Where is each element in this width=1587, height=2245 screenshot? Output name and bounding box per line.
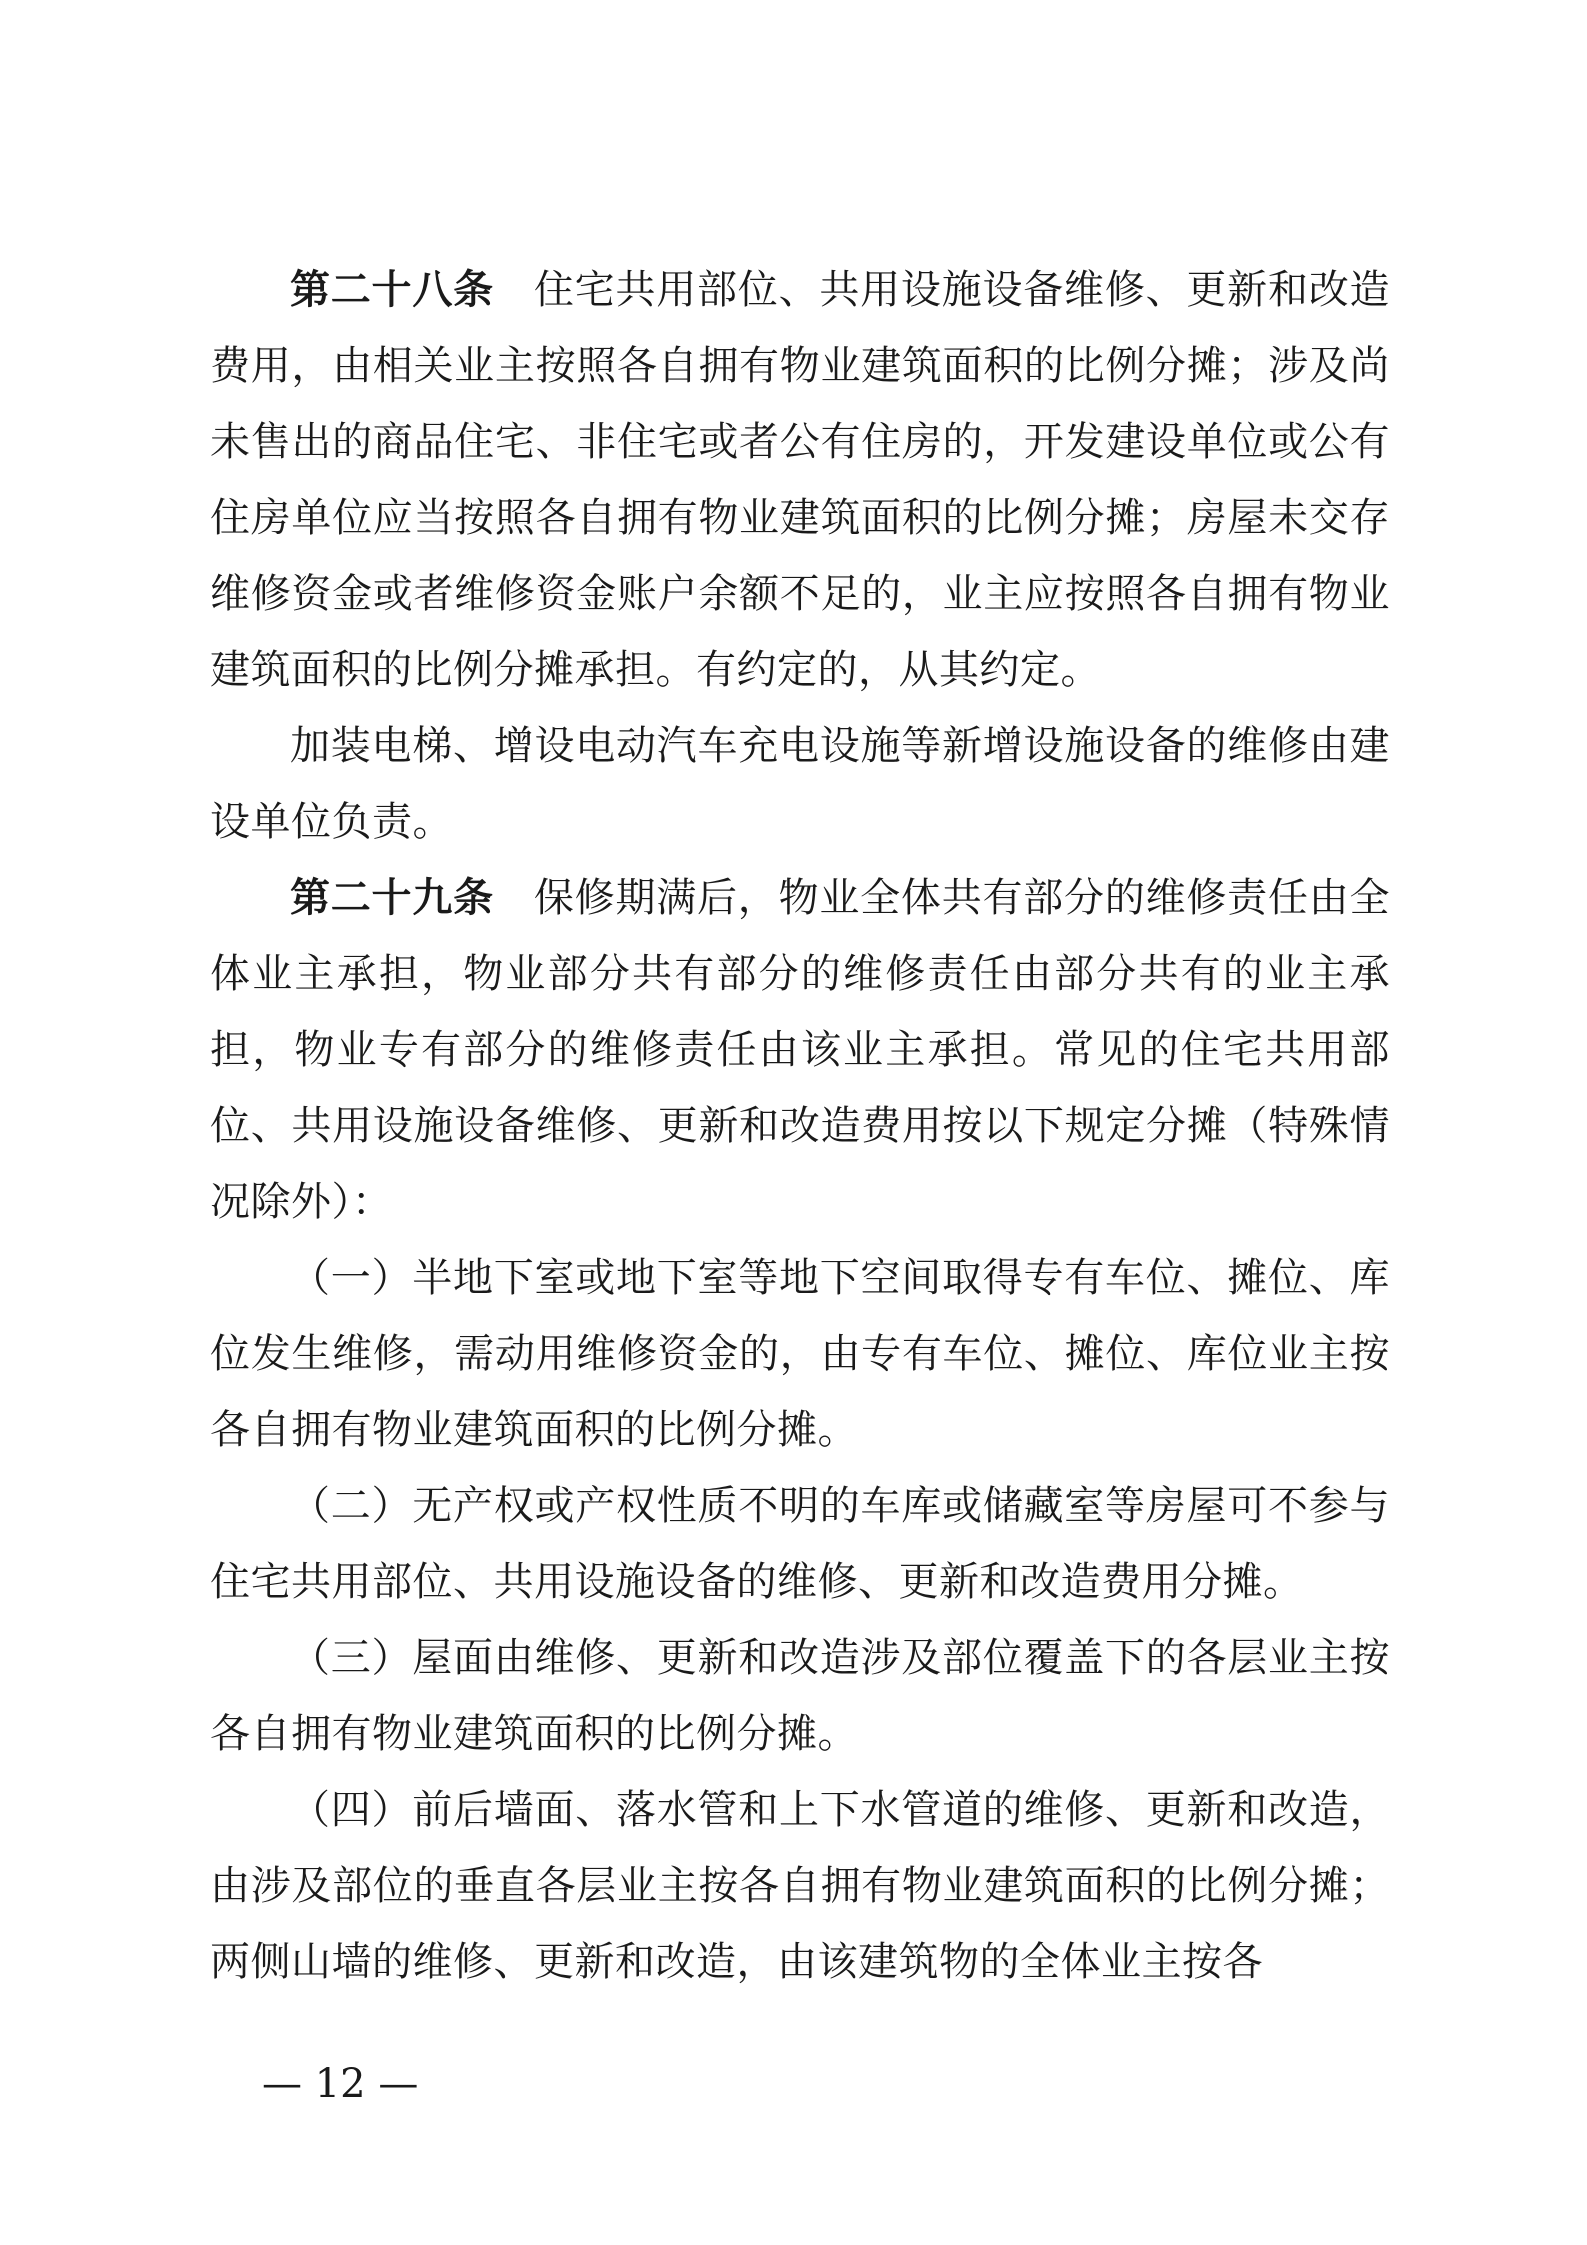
article-28-text: 住宅共用部位、共用设施设备维修、更新和改造费用，由相关业主按照各自拥有物业建筑面积的比例分摊；涉及尚未售出的商品住宅、非住宅或者公有住房的，开发建设单位或公有住房单位应当按照各自拥有物业建筑面积的比例分摊；房屋未交存维修资金或者维修资金账户余额不足的，业主应按照各自拥有物业建筑面积的比例分摊承担。有约定的，从其约定。 xyxy=(210,267,1391,693)
item-1-paragraph xyxy=(210,1240,1390,1468)
article-29-paragraph xyxy=(210,860,1390,1240)
item-1-text: （一）半地下室或地下室等地下空间取得专有车位、摊位、库位发生维修，需动用维修资金的，由专有车位、摊位、库位业主按各自拥有物业建筑面积的比例分摊。 xyxy=(210,1255,1390,1453)
item-3-paragraph xyxy=(210,1620,1390,1772)
page-number: — 12 — xyxy=(262,2061,419,2107)
article-28-supplement-paragraph xyxy=(210,708,1390,860)
document-body xyxy=(210,252,1390,2000)
article-28-heading: 第二十八条 xyxy=(290,267,494,313)
item-4-text: （四）前后墙面、落水管和上下水管道的维修、更新和改造，由涉及部位的垂直各层业主按各自拥有物业建筑面积的比例分摊；两侧山墙的维修、更新和改造，由该建筑物的全体业主按各 xyxy=(210,1787,1390,1985)
article-28-supplement-text: 加装电梯、增设电动汽车充电设施等新增设施设备的维修由建设单位负责。 xyxy=(210,723,1390,845)
article-29-heading: 第二十九条 xyxy=(290,875,494,921)
item-2-text: （二）无产权或产权性质不明的车库或储藏室等房屋可不参与住宅共用部位、共用设施设备的维修、更新和改造费用分摊。 xyxy=(210,1483,1390,1605)
item-2-paragraph xyxy=(210,1468,1390,1620)
article-29-text: 保修期满后，物业全体共有部分的维修责任由全体业主承担，物业部分共有部分的维修责任由部分共有的业主承担，物业专有部分的维修责任由该业主承担。常见的住宅共用部位、共用设施设备维修、更新和改造费用按以下规定分摊（特殊情况除外）： xyxy=(210,875,1391,1225)
item-3-text: （三）屋面由维修、更新和改造涉及部位覆盖下的各层业主按各自拥有物业建筑面积的比例分摊。 xyxy=(210,1635,1390,1757)
item-4-paragraph xyxy=(210,1772,1390,2000)
article-28-paragraph xyxy=(210,252,1390,708)
